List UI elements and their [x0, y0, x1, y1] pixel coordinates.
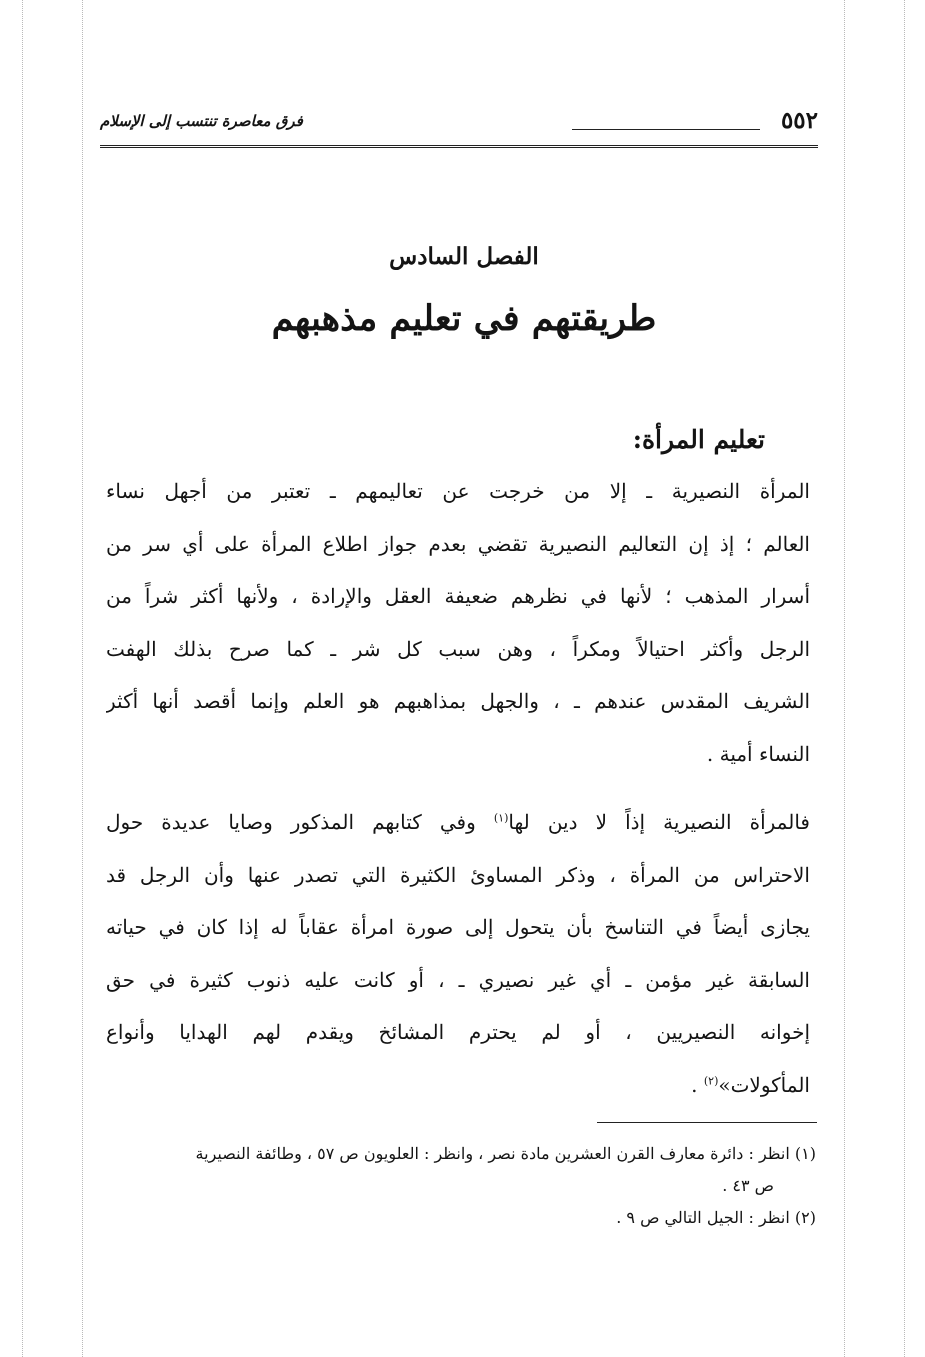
paragraph-line	[106, 796, 810, 849]
paragraph-line: السابقة غير مؤمن ـ أي غير نصيري ـ ، أو كانت عليه ذنوب كثيرة في حق	[106, 967, 810, 992]
running-header	[100, 106, 818, 136]
left-margin-dotted-guide	[82, 0, 83, 1357]
paragraph-text: المأكولات»	[718, 1072, 810, 1097]
footnote-1: (١) انظر : دائرة معارف القرن العشرين مادة نصر ، وانظر : العلويون ص ٥٧ ، وطائفة النصيرية	[195, 1144, 816, 1163]
page-number: ٥٥٢	[780, 107, 818, 134]
chapter-label: الفصل السادس	[389, 243, 539, 270]
running-title: فرق معاصرة تنتسب إلى الإسلام	[100, 112, 303, 130]
paragraph-line: إخوانه النصيريين ، أو لم يحترم المشائخ ويقدم لهم الهدايا وأنواع	[106, 1020, 810, 1044]
paragraph-line: الشريف المقدس عندهم ـ ، والجهل بمذاهبهم هو العلم وإنما أقصد أنها أكثر	[106, 689, 810, 713]
body-paragraph	[106, 796, 810, 1111]
paragraph-line: الرجل وأكثر احتيالاً ومكراً ، وهن سبب كل شر ـ كما صرح بذلك الهفت	[106, 636, 810, 661]
right-margin-dotted-guide	[844, 0, 845, 1357]
header-rule	[100, 145, 818, 148]
paragraph-line: العالم ؛ إذ إن التعاليم النصيرية تقضي بعدم جواز اطلاع المرأة على أي سر من	[106, 531, 810, 556]
paragraph-line: أسرار المذهب ؛ لأنها في نظرهم ضعيفة العقل والإرادة ، ولأنها أكثر شراً من	[106, 584, 810, 608]
footnote-marker: (٢)	[703, 1073, 719, 1087]
body-paragraph	[106, 465, 810, 780]
section-heading: تعليم المرأة:	[632, 425, 765, 454]
footnotes	[106, 1138, 816, 1234]
paragraph-line: الاحتراس من المرأة ، وذكر المساوئ الكثيرة التي تصدر عنها وأن الرجل قد	[106, 862, 810, 887]
paragraph-line: يجازى أيضاً في التناسخ بأن يتحول إلى صورة امرأة عقاباً له إذا كان في حياته	[106, 915, 810, 939]
chapter-title: طريقتهم في تعليم مذهبهم	[271, 298, 657, 339]
header-leader-line	[572, 129, 760, 130]
paragraph-text: وفي كتابهم المذكور وصايا عديدة حول	[106, 810, 494, 834]
footnote-marker: (١)	[493, 811, 509, 825]
paragraph-line: المرأة النصيرية ـ إلا من خرجت عن تعاليمهم ـ تعتبر من أجهل نساء	[106, 479, 810, 503]
paragraph-text: .	[691, 1072, 704, 1097]
paragraph-text: فالمرأة النصيرية إذاً لا دين لها	[508, 810, 810, 834]
footnote-separator	[597, 1122, 817, 1123]
paragraph-line	[106, 1059, 810, 1112]
left-margin-dotted-guide	[22, 0, 23, 1357]
paragraph-line: النساء أمية .	[706, 741, 810, 766]
right-margin-dotted-guide	[904, 0, 905, 1357]
footnote-1-continuation: ص ٤٣ .	[722, 1176, 774, 1195]
footnote-2: (٢) انظر : الجيل التالي ص ٩ .	[616, 1208, 816, 1227]
